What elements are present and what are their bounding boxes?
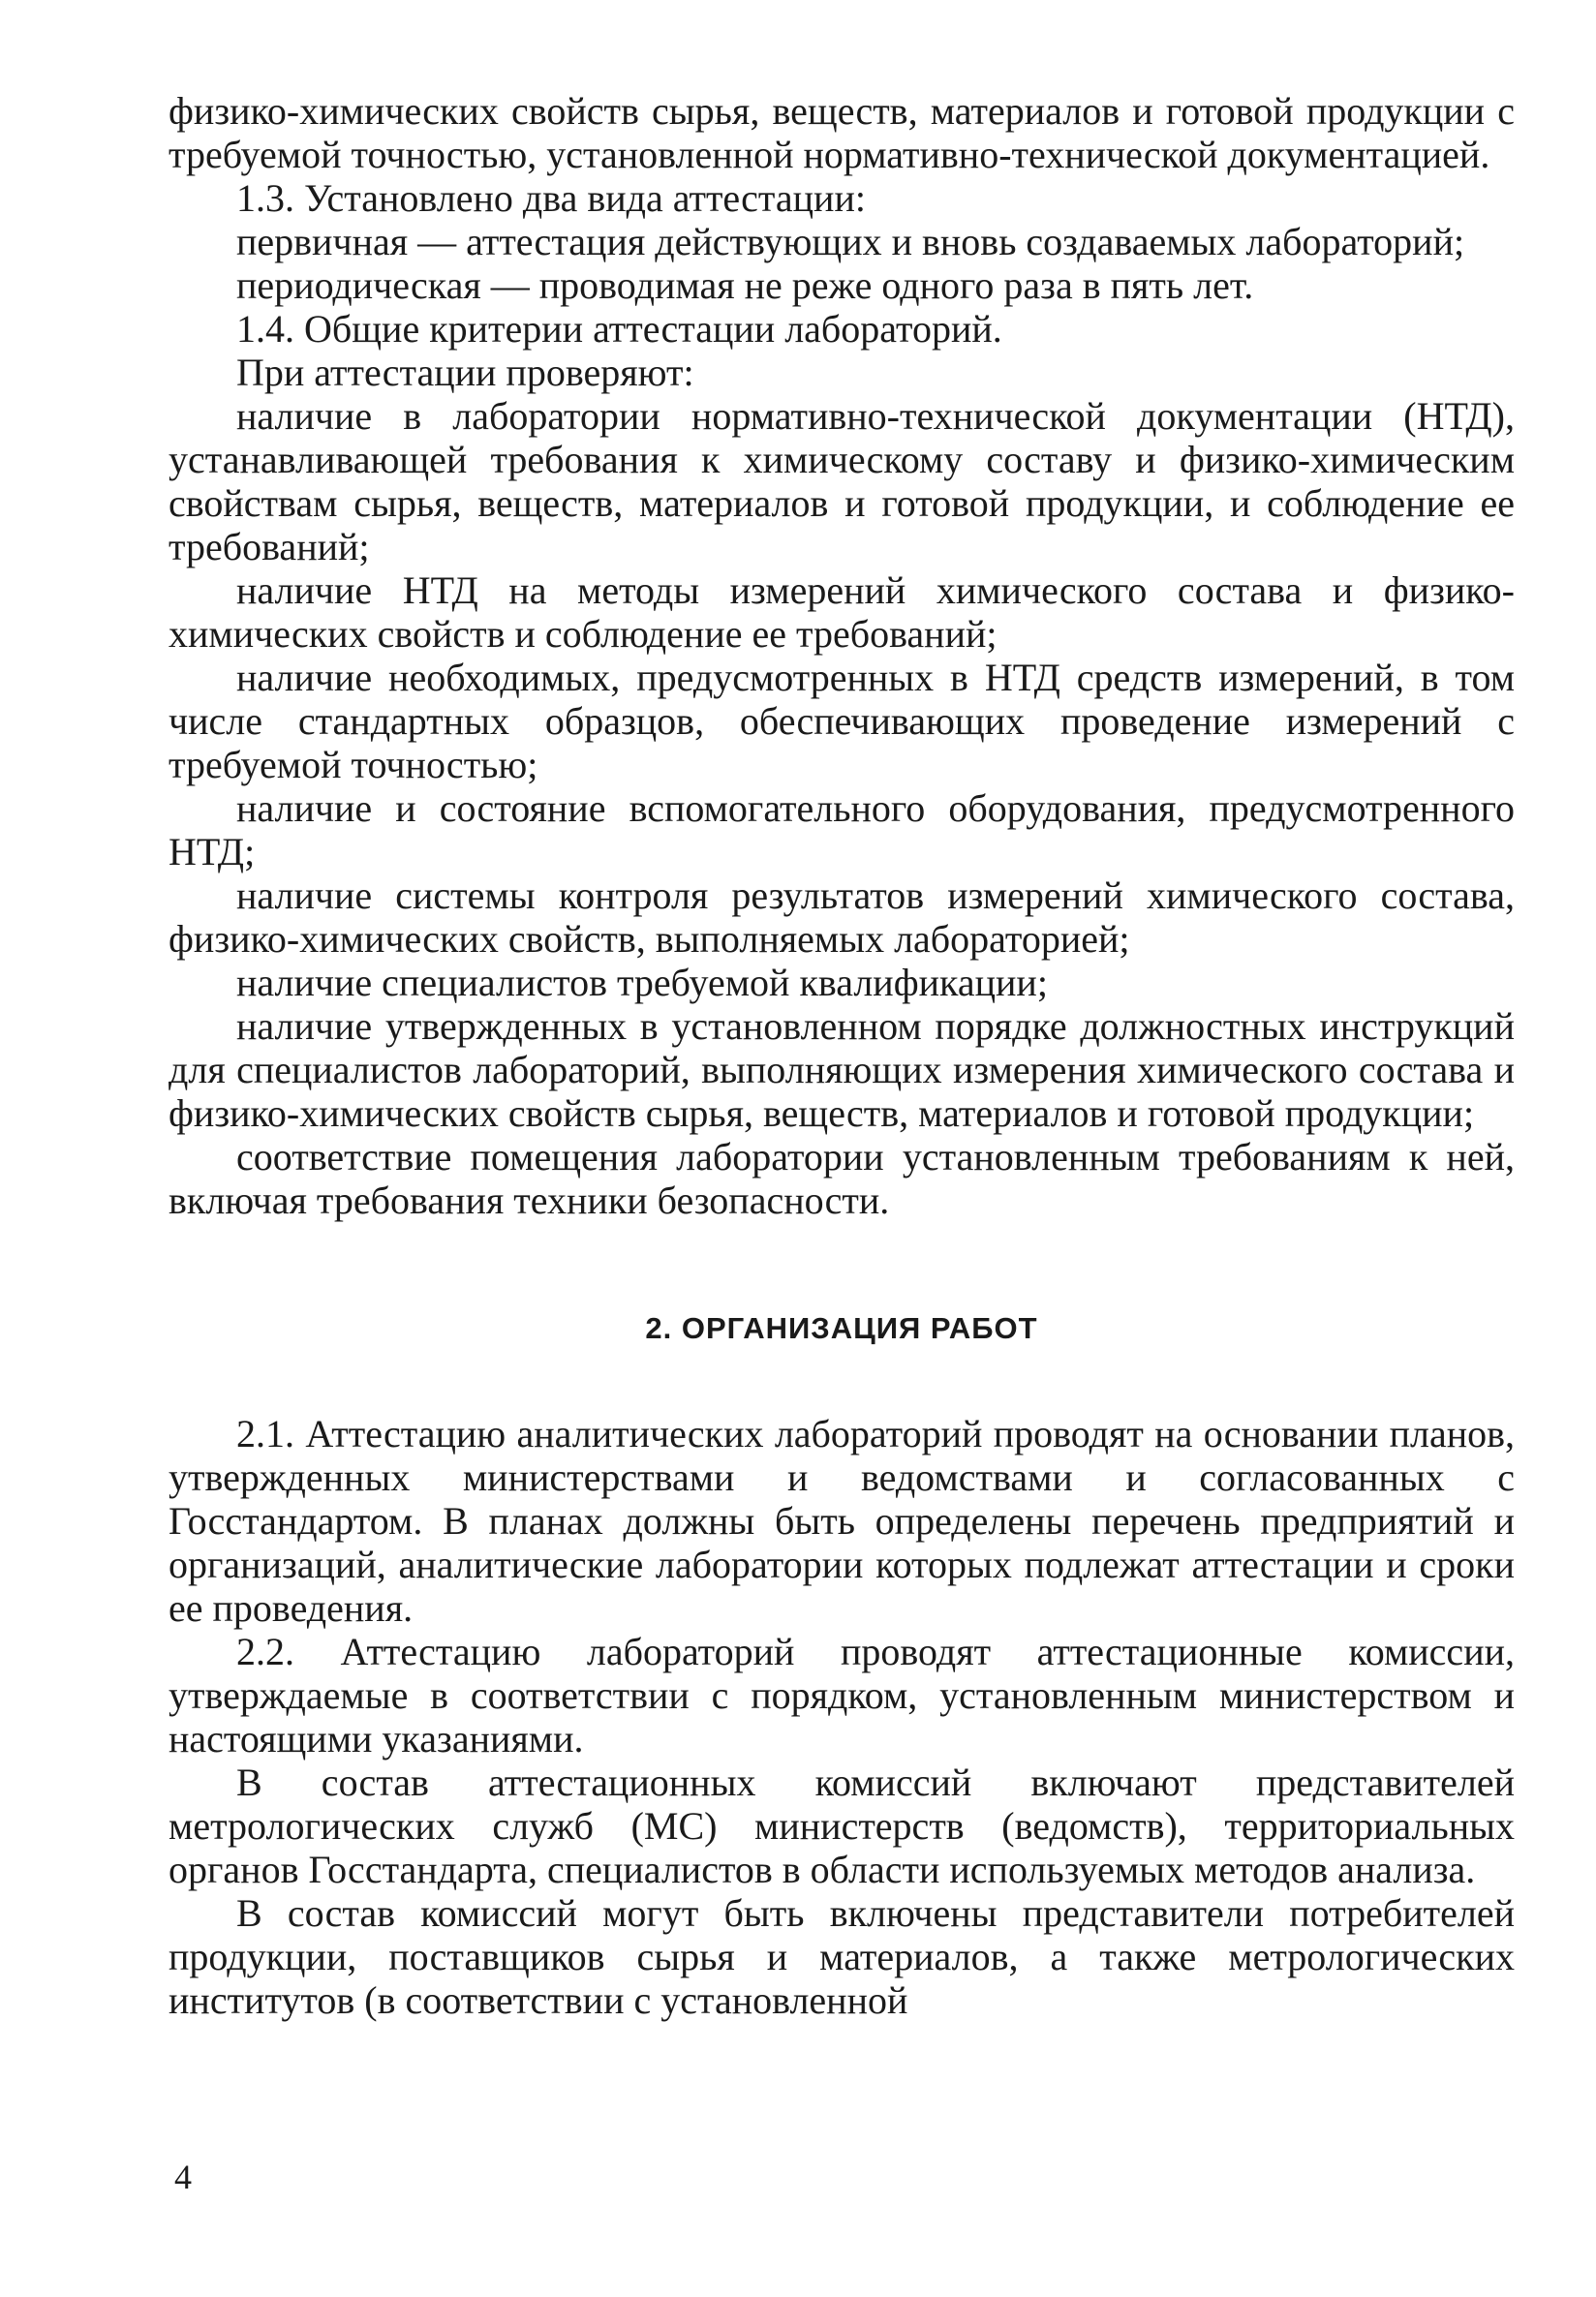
- section-2-body: [169, 1412, 1515, 2022]
- paragraph: периодическая — проводимая не реже одного раза в пять лет.: [236, 263, 1254, 307]
- paragraph: наличие и состояние вспомогательного оборудования, предусмотренного НТД;: [169, 786, 1515, 873]
- paragraph: наличие утвержденных в установленном порядке должностных инструкций для специалистов лабораторий, выполняющих измерения химического состава и физико-химических свойств сырья, веществ, материалов и готовой продукции;: [169, 1004, 1515, 1135]
- paragraph: физико-химических свойств сырья, веществ, материалов и готовой продукции с требуемой точностью, установленной нормативно-технической документацией.: [169, 89, 1515, 176]
- section-1-body: [169, 89, 1515, 1222]
- document-page: [169, 89, 1515, 2022]
- paragraph: 2.2. Аттестацию лабораторий проводят аттестационные комиссии, утверждаемые в соответствии с порядком, установленным министерством и настоящими указаниями.: [169, 1630, 1515, 1761]
- paragraph: соответствие помещения лаборатории установленным требованиям к ней, включая требования техники безопасности.: [169, 1135, 1515, 1222]
- paragraph: наличие системы контроля результатов измерений химического состава, физико-химических свойств, выполняемых лабораторией;: [169, 873, 1515, 961]
- paragraph: 1.4. Общие критерии аттестации лабораторий.: [236, 307, 1002, 351]
- paragraph: При аттестации проверяют:: [236, 351, 694, 394]
- paragraph: наличие необходимых, предусмотренных в НТД средств измерений, в том числе стандартных образцов, обеспечивающих проведение измерений с требуемой точностью;: [169, 656, 1515, 786]
- paragraph: первичная — аттестация действующих и вновь создаваемых лабораторий;: [236, 220, 1465, 263]
- paragraph: В состав аттестационных комиссий включают представителей метрологических служб (МС) министерств (ведомств), территориальных органов Госстандарта, специалистов в области используемых методов анализа.: [169, 1761, 1515, 1891]
- section-2-heading: 2. ОРГАНИЗАЦИЯ РАБОТ: [645, 1311, 1038, 1345]
- paragraph: 1.3. Установлено два вида аттестации:: [236, 176, 866, 220]
- paragraph: наличие в лаборатории нормативно-технической документации (НТД), устанавливающей требования к химическому составу и физико-химическим свойствам сырья, веществ, материалов и готовой продукции, и соблюдение ее требований;: [169, 394, 1515, 568]
- page-number: 4: [174, 2158, 192, 2196]
- paragraph: 2.1. Аттестацию аналитических лабораторий проводят на основании планов, утвержденных министерствами и ведомствами и согласованных с Госстандартом. В планах должны быть определены перечень предприятий и организаций, аналитические лаборатории которых подлежат аттестации и сроки ее проведения.: [169, 1412, 1515, 1630]
- paragraph: наличие специалистов требуемой квалификации;: [236, 961, 1048, 1004]
- paragraph: наличие НТД на методы измерений химического состава и физико-химических свойств и соблюдение ее требований;: [169, 568, 1515, 656]
- paragraph: В состав комиссий могут быть включены представители потребителей продукции, поставщиков сырья и материалов, а также метрологических институтов (в соответствии с установленной: [169, 1891, 1515, 2022]
